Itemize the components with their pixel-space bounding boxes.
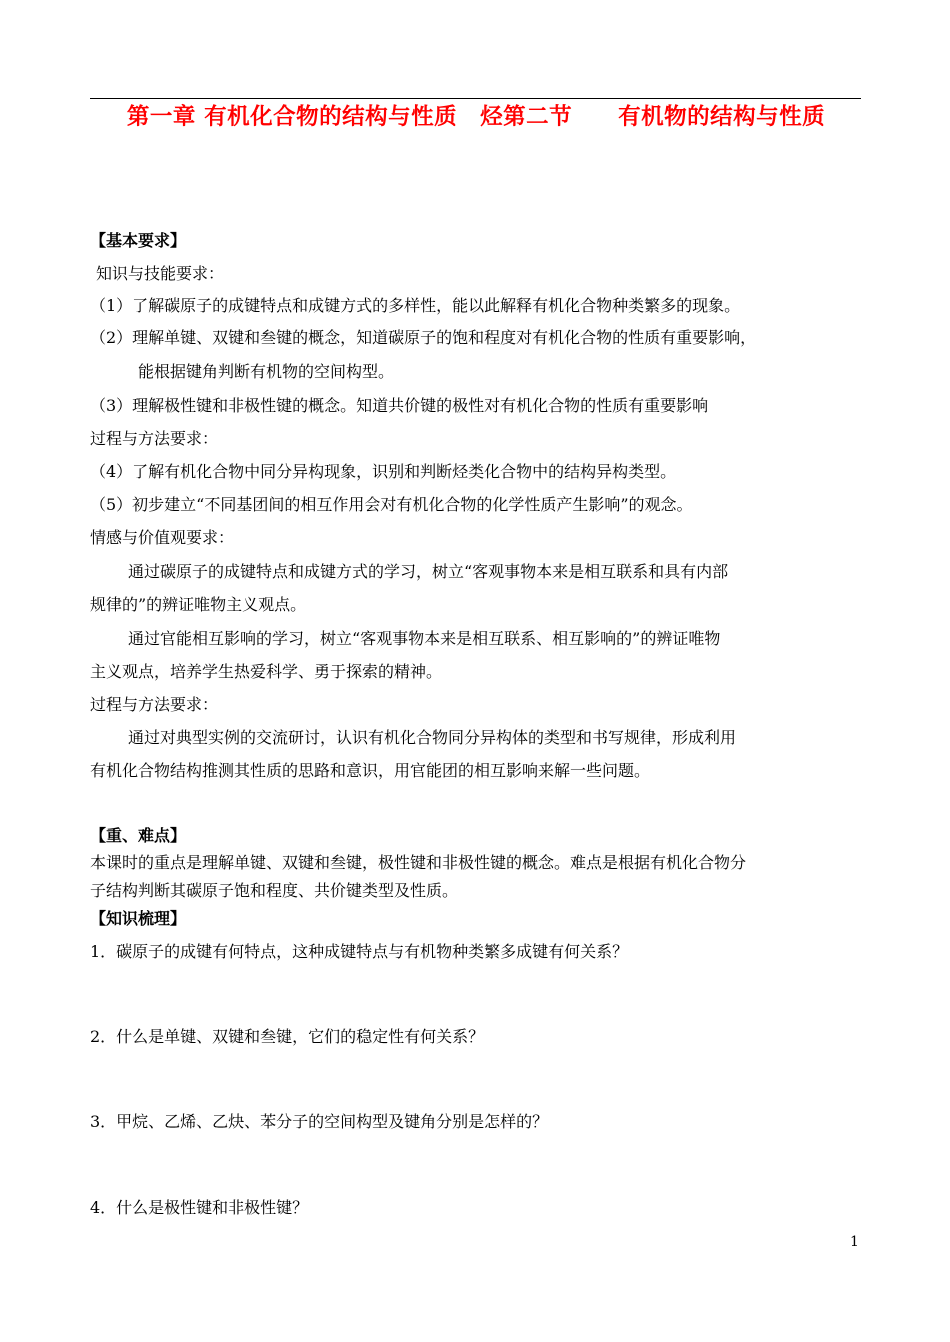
key-line-1: 本课时的重点是理解单键、双键和叁键，极性键和非极性键的概念。难点是根据有机化合物分 [90,853,747,872]
section-heading-review: 【知识梳理】 [90,909,187,928]
question-3: 3．甲烷、乙烯、乙炔、苯分子的空间构型及键角分别是怎样的？ [90,1112,549,1131]
question-2: 2．什么是单键、双键和叁键，它们的稳定性有何关系？ [90,1027,485,1046]
emotion-line-1: 通过碳原子的成键特点和成键方式的学习，树立“客观事物本来是相互联系和具有内部 [128,562,729,581]
header-rule [90,98,861,99]
requirement-item-3: （3）理解极性键和非极性键的概念。知道共价键的极性对有机化合物的性质有重要影响 [90,396,709,415]
process-label: 过程与方法要求： [90,429,219,448]
page-number: 1 [850,1234,859,1250]
emotion-line-2: 规律的”的辨证唯物主义观点。 [90,595,307,614]
emotion-line-4: 主义观点，培养学生热爱科学、勇于探索的精神。 [90,662,443,681]
page-title: 第一章 有机化合物的结构与性质 烃第二节 有机物的结构与性质 [126,104,826,130]
requirement-item-2-cont: 能根据键角判断有机物的空间构型。 [138,362,395,381]
section-heading-basic: 【基本要求】 [90,231,187,250]
emotion-line-3: 通过官能相互影响的学习，树立“客观事物本来是相互联系、相互影响的”的辨证唯物 [128,629,721,648]
question-1: 1．碳原子的成键有何特点，这种成键特点与有机物种类繁多成键有何关系？ [90,942,629,961]
question-4: 4．什么是极性键和非极性键？ [90,1198,309,1217]
key-line-2: 子结构判断其碳原子饱和程度、共价键类型及性质。 [90,881,459,900]
requirement-item-4: （4）了解有机化合物中同分异构现象，识别和判断烃类化合物中的结构异构类型。 [90,462,677,481]
process-label-2: 过程与方法要求： [90,695,219,714]
process-line-2: 有机化合物结构推测其性质的思路和意识，用官能团的相互影响来解一些问题。 [90,761,651,780]
knowledge-label: 知识与技能要求： [96,264,225,283]
requirement-item-2: （2）理解单键、双键和叁键的概念，知道碳原子的饱和程度对有机化合物的性质有重要影响， [90,328,757,347]
requirement-item-1: （1）了解碳原子的成键特点和成键方式的多样性，能以此解释有机化合物种类繁多的现象。 [90,296,741,315]
requirement-item-5: （5）初步建立“不同基团间的相互作用会对有机化合物的化学性质产生影响”的观念。 [90,495,693,514]
emotion-label: 情感与价值观要求： [90,528,235,547]
process-line-1: 通过对典型实例的交流研讨，认识有机化合物同分异构体的类型和书写规律，形成利用 [128,728,737,747]
section-heading-key: 【重、难点】 [90,826,187,845]
